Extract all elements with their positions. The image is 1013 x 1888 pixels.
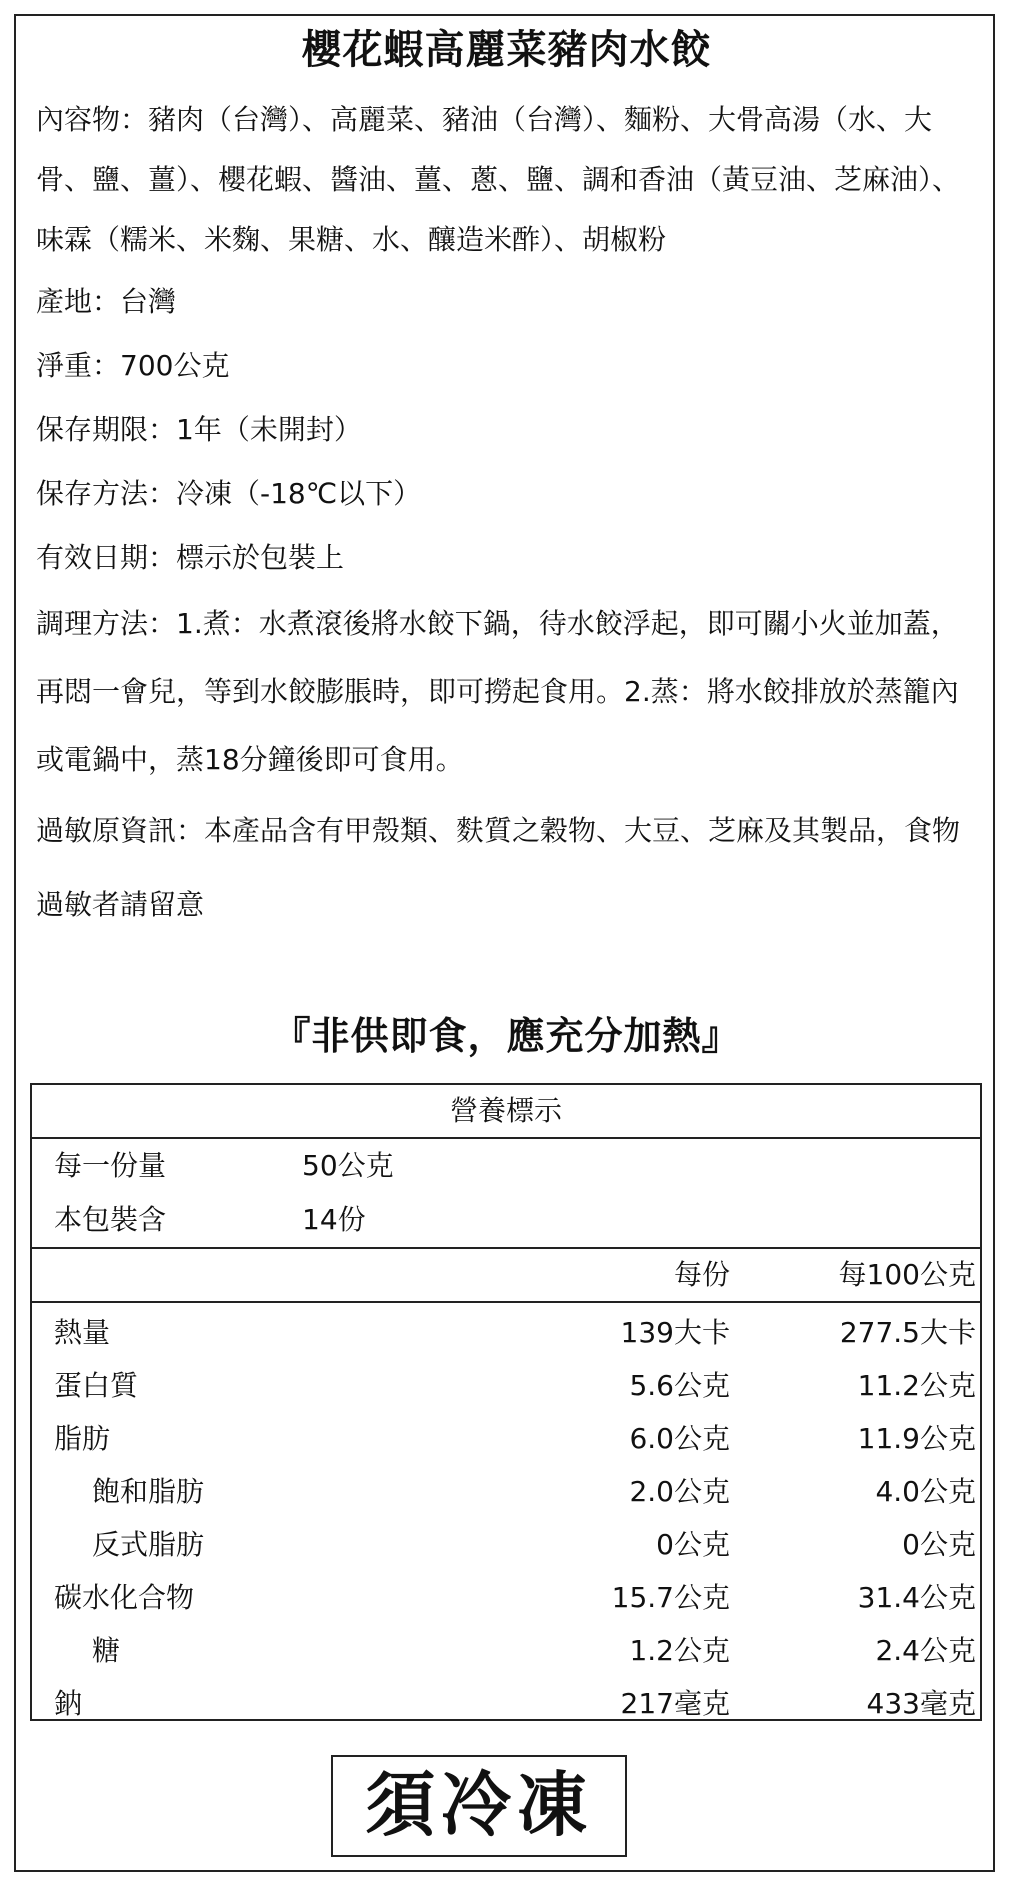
serving-info [32,1139,980,1249]
expiry-text: 有效日期：標示於包裝上 [36,541,345,574]
nutrient-name: 蛋白質 [54,1369,139,1402]
servings-per-pack-label: 本包裝含 [54,1203,167,1236]
nutrient-name: 碳水化合物 [54,1581,195,1614]
nutrition-heading: 營養標示 [32,1085,980,1139]
heating-notice: 『非供即食，應充分加熱』 [272,1014,741,1058]
nutrient-per-serving: 1.2公克 [629,1634,730,1667]
nutrient-name: 飽和脂肪 [92,1475,205,1508]
nutrient-per-serving: 5.6公克 [629,1369,730,1402]
net-weight-text: 淨重：700公克 [36,349,230,382]
nutrient-per-serving: 15.7公克 [611,1581,730,1614]
nutrition-row-sodium [32,1677,980,1730]
nutrient-name: 糖 [92,1634,121,1667]
servings-per-pack-row [32,1193,980,1247]
nutrition-row-saturated-fat [32,1465,980,1518]
nutrient-per-100g: 433毫克 [866,1687,976,1720]
nutrient-per-100g: 2.4公克 [875,1634,976,1667]
serving-size-row [32,1139,980,1193]
nutrition-row-fat [32,1412,980,1465]
nutrition-row-sugar [32,1624,980,1677]
nutrition-row-carbohydrate [32,1571,980,1624]
nutrient-per-serving: 2.0公克 [629,1475,730,1508]
nutrition-table [30,1083,982,1721]
serving-size-value: 50公克 [302,1149,394,1182]
nutrient-per-serving: 217毫克 [620,1687,730,1720]
nutrient-per-serving: 139大卡 [620,1316,730,1349]
nutrient-name: 脂肪 [54,1422,111,1455]
storage-text: 保存方法：冷凍（-18℃以下） [36,477,422,510]
nutrient-per-100g: 31.4公克 [857,1581,976,1614]
nutrient-per-100g: 4.0公克 [875,1475,976,1508]
nutrition-row-calories [32,1306,980,1359]
shelf-life-text: 保存期限：1年（未開封） [36,413,362,446]
nutrient-per-serving: 0公克 [656,1528,730,1561]
nutrient-per-100g: 11.2公克 [857,1369,976,1402]
nutrient-name: 鈉 [54,1687,83,1720]
nutrient-name: 熱量 [54,1316,111,1349]
nutrition-row-protein [32,1359,980,1412]
product-info [36,90,976,942]
nutrient-name: 反式脂肪 [92,1528,205,1561]
nutrient-per-serving: 6.0公克 [629,1422,730,1455]
per-serving-header: 每份 [673,1258,730,1291]
allergen-text: 過敏原資訊：本產品含有甲殼類、麩質之穀物、大豆、芝麻及其製品，食物過敏者請留意 [36,814,961,921]
nutrient-per-100g: 11.9公克 [857,1422,976,1455]
product-title: 櫻花蝦高麗菜豬肉水餃 [301,27,712,73]
per-100g-header: 每100公克 [838,1258,976,1291]
nutrition-column-headers [32,1249,980,1303]
nutrient-per-100g: 277.5大卡 [839,1316,976,1349]
ingredients-text: 內容物：豬肉（台灣）、高麗菜、豬油（台灣）、麵粉、大骨高湯（水、大骨、鹽、薑）、櫻花蝦、醬油、薑、蔥、鹽、調和香油（黃豆油、芝麻油）、味霖（糯米、米麴、果糖、水、釀造米酢）、胡椒粉 [36,103,961,256]
nutrition-rows [32,1306,980,1730]
serving-size-label: 每一份量 [54,1149,167,1182]
servings-per-pack-value: 14份 [302,1203,366,1236]
nutrition-row-trans-fat [32,1518,980,1571]
origin-text: 產地：台灣 [36,285,177,318]
cooking-method-text: 調理方法：1.煮：水煮滾後將水餃下鍋，待水餃浮起，即可關小火並加蓋，再悶一會兒，等到水餃膨脹時，即可撈起食用。2.蒸：將水餃排放於蒸籠內或電鍋中，蒸18分鐘後即可食用。 [36,607,959,776]
nutrient-per-100g: 0公克 [902,1528,976,1561]
keep-frozen-stamp: 須冷凍 [331,1755,627,1857]
